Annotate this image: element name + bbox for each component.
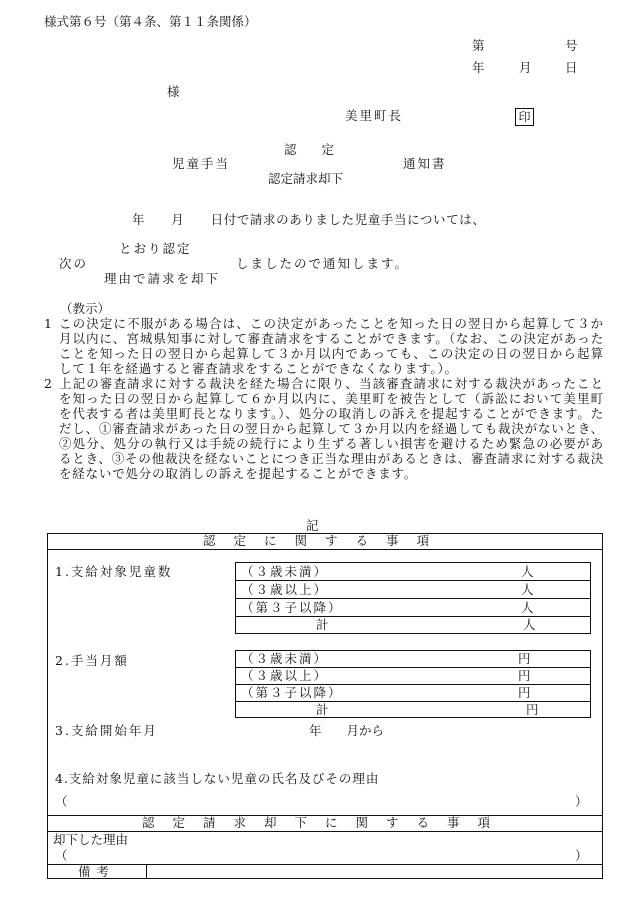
notes-section [44,301,604,481]
date-year: 年 [472,60,485,75]
note-text: 上記の審査請求に対する裁決を経た場合に限り、当該審査請求に対する裁決があったことを知った日の翌日から起算して６か月以内に、美里町を被告として（訴訟において美里町を代表する者は美里町長となります。）、処分の取消しの訴えを提起することができます。ただし、①審査請求があった日の翌日から起算して３か月以内を経過しても裁決がないとき、②処分、処分の執行又は手続の続行により生ずる著しい損害を避けるため緊急の必要があるとき、③その他裁決を経ないことにつき正当な理由があるときは、審査請求に対する裁決を経ないで処分の取消しの訴えを提起することができます。 [59,376,604,481]
body-suffix: しましたので通知します。 [236,256,410,271]
ineligible-paren-open: （ [55,794,68,809]
rejection-paren-close: ） [575,848,588,863]
rejection-header: 認定請求却下に関する事項 [141,815,508,830]
title-option-approve: 認 定 [284,142,335,157]
children-over3-unit: 人 [521,582,534,597]
amount-total-unit: 円 [526,702,539,717]
children-under3-label: （３歳未満） [241,564,329,579]
approval-header: 認定に関する事項 [202,533,447,548]
ineligible-children-label: 4.支給対象児童に該当しない児童の氏名及びその理由 [55,771,380,786]
addressee-honorific: 様 [167,84,180,99]
body-option-reject: 理由で請求を却下 [104,271,221,286]
title-suffix: 通知書 [403,156,447,171]
children-third-unit: 人 [521,600,534,615]
issuer-name: 美里町長 [345,108,404,123]
children-under3-unit: 人 [521,564,534,579]
note-number: 2 [44,376,52,391]
amount-under3-label: （３歳未満） [241,651,329,666]
notes-heading: （教示） [60,301,111,316]
form-number: 様式第６号（第４条、第１１条関係） [44,14,257,29]
rejection-paren-open: （ [55,848,68,863]
note-item [44,316,604,376]
children-over3-label: （３歳以上） [241,582,329,597]
note-number: 1 [44,316,52,331]
amount-third-unit: 円 [518,685,531,700]
amount-over3-unit: 円 [518,668,531,683]
title-option-reject: 認定請求却下 [268,171,344,186]
amount-under3-unit: 円 [518,651,531,666]
children-total-unit: 人 [523,617,536,632]
remarks-label: 備考 [77,864,115,879]
children-count-label: 1.支給対象児童数 [55,564,173,579]
start-month-value: 年 月から [309,723,385,738]
record-label: 記 [306,518,319,533]
seal-mark: 印 [515,108,534,126]
date-day: 日 [565,60,578,75]
amount-total-label: 計 [316,702,329,717]
children-total-label: 計 [316,617,329,632]
children-third-label: （第３子以降） [241,600,343,615]
title-prefix: 児童手当 [172,156,231,171]
note-text: この決定に不服がある場合は、この決定があったことを知った日の翌日から起算して３か月以内に、宮城県知事に対して審査請求をすることができます。（なお、この決定があったことを知った日の翌日から起算して３か月以内であっても、この決定の日の翌日から起算して１年を経過すると審査請求をすることができなくなります。）。 [59,316,604,376]
body-option-approve: とおり認定 [119,241,192,256]
start-month-label: 3.支給開始年月 [55,723,158,738]
monthly-amount-label: 2.手当月額 [55,653,129,668]
number-prefix: 第 [472,38,485,53]
date-month: 月 [519,60,532,75]
note-item [44,376,604,481]
body-line-1: 年 月 日付で請求のありました児童手当については、 [132,212,486,227]
rejection-reason-label: 却下した理由 [53,832,129,847]
number-suffix: 号 [565,38,578,53]
ineligible-paren-close: ） [575,794,588,809]
amount-over3-label: （３歳以上） [241,668,329,683]
body-prefix: 次の [59,256,89,271]
amount-third-label: （第３子以降） [241,685,343,700]
